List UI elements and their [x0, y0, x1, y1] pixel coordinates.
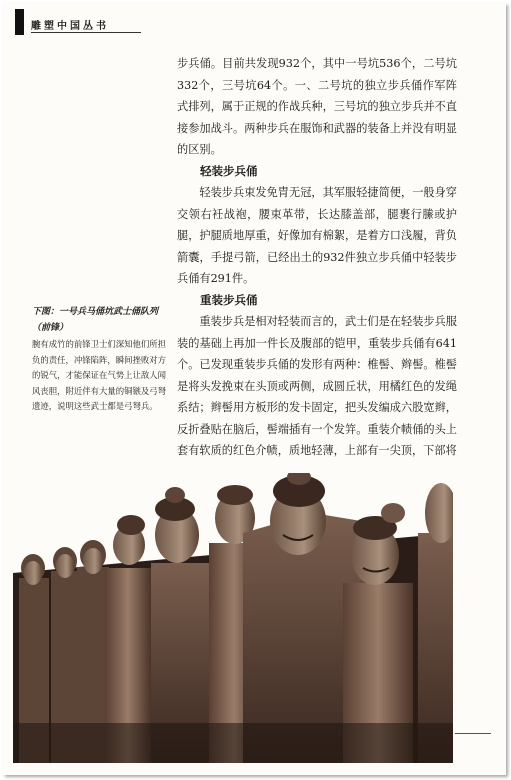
- header-rule: [31, 32, 141, 33]
- paragraph-3: 重装步兵是相对轻装而言的，武士们是在轻装步兵服装的基础上再加一件长及腹部的铠甲，重装步兵俑有641个。已发现重装步兵俑的发形有两种：椎髻、辫髻。椎髻是将头发挽束在头顶或两侧，成圆丘状，用橘红色的发绳系结；辫髻用方板形的发卡固定，把头发编成六股宽辫，反折叠贴在脑后，髻端插有一个发笄。重装介帻俑的头上套有软质的红色介帻，质地轻薄，上部有一尖顶，下部将: [177, 315, 457, 457]
- terracotta-warriors-photo: [13, 473, 453, 763]
- main-text-column: [177, 53, 457, 462]
- caption-title: 下图：一号兵马俑坑武士俑队列（前锋）: [32, 307, 159, 333]
- book-page: [3, 3, 506, 775]
- footer-rule: [455, 733, 491, 734]
- series-title: 雕塑中国丛书: [31, 21, 109, 32]
- header-marker-bar: [15, 9, 24, 35]
- paragraph-2: 轻装步兵束发免胄无冠，其军服轻捷简便，一般身穿交领右衽战袍，腰束革带，长达膝盖部，腿裹行縢或护腿，护腿质地厚重，好像加有棉絮，是着方口浅履，背负箭囊，手提弓箭，已经出土的932件独立步兵俑中轻装步兵俑有291件。: [177, 186, 457, 285]
- paragraph-1: 步兵俑。目前共发现932个，其中一号坑536个，二号坑332个，三号坑64个。一、二号坑的独立步兵俑作军阵式排列，属于正规的作战兵种，三号坑的独立步兵并不直接参加战斗。两种步兵在服饰和武器的装备上并没有明显的区别。: [177, 57, 457, 156]
- caption-text: 腕有成竹的前锋卫士们深知他们所担负的责任，冲锋陷阵，瞬间挫败对方的锐气，才能保证在气势上让敌人闻风丧胆，附近伴有大量的铜镞及弓弩遗迹，说明这些武士都是弓弩兵。: [32, 339, 166, 411]
- heading-heavy-infantry: 重装步兵俑: [200, 292, 258, 307]
- photo-caption: [32, 305, 167, 415]
- heading-light-infantry: 轻装步兵俑: [200, 163, 258, 178]
